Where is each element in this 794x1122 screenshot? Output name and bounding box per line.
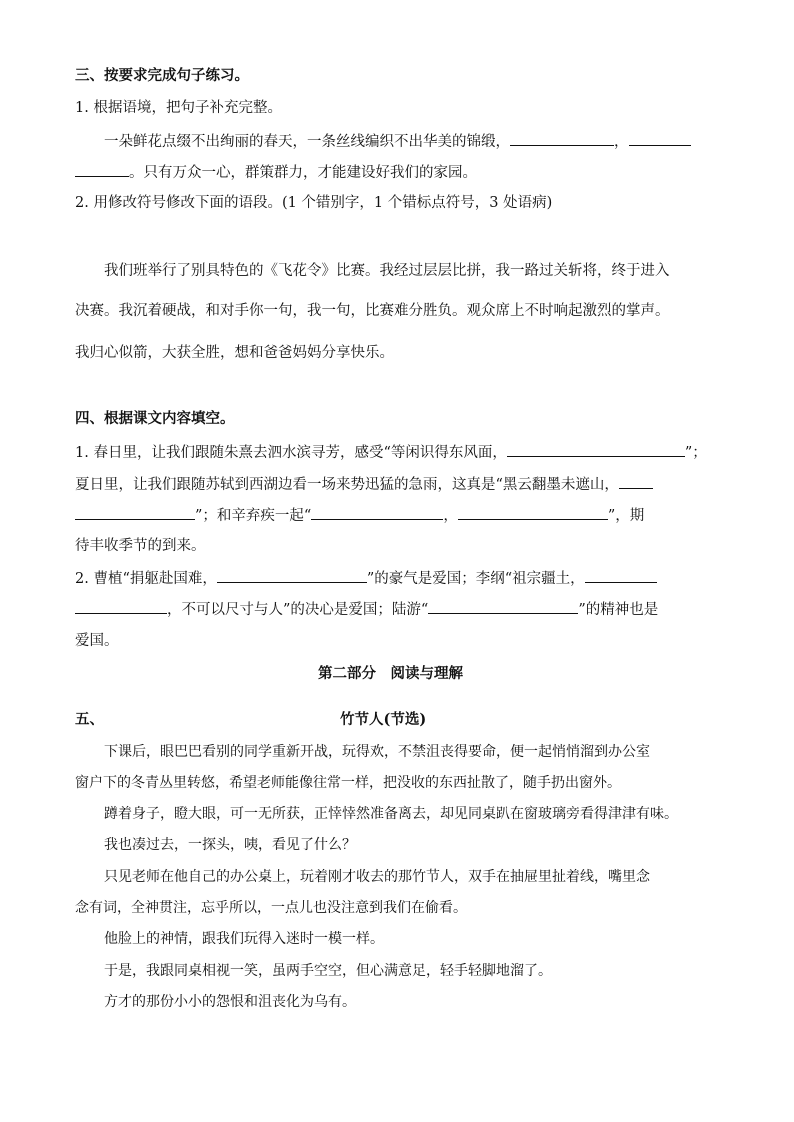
answer-blank[interactable] [507,442,685,457]
passage-line: 念有词，全神贯注，忘乎所以，一点儿也没注意到我们在偷看。 [75,900,467,916]
section5-number: 五、 [75,711,104,728]
passage-line: 窗户下的冬青丛里转悠，希望老师能像往常一样，把没收的东西扯散了，随手扔出窗外。 [75,775,621,791]
section4-q2-line2 [75,599,658,620]
q1-text-cont: 。只有万众一心，群策群力，才能建设好我们的家园。 [129,165,477,181]
answer-blank[interactable] [217,568,367,583]
answer-blank[interactable] [75,162,129,177]
answer-blank[interactable] [629,131,691,146]
answer-blank[interactable] [75,505,195,520]
passage-line: 蹲着身子，瞪大眼，可一无所获，正悻悻然准备离去，却见同桌趴在窗玻璃旁看得津津有味。 [104,806,678,822]
section4-q1-line3 [75,505,644,526]
passage-line: 只见老师在他自己的办公桌上，玩着刚才收去的那竹节人，双手在抽屉里扯着线，嘴里念 [104,869,650,885]
paragraph-line: 决赛。我沉着硬战，和对手你一句，我一句，比赛难分胜负。观众席上不时响起激烈的掌声。 [75,303,670,319]
answer-blank[interactable] [75,599,167,614]
q-text: 夏日里，让我们跟随苏轼到西湖边看一场来势迅猛的急雨，这真是“黑云翻墨未遮山， [75,477,619,493]
q1-text: 一朵鲜花点缀不出绚丽的春天，一条丝线编织不出华美的锦缎， [104,134,510,150]
passage-line: 方才的那份小小的怨恨和沮丧化为乌有。 [104,994,356,1010]
section3-q1-line1 [104,131,691,152]
answer-blank[interactable] [585,568,657,583]
answer-blank[interactable] [510,131,614,146]
q-text: 1. 春日里，让我们跟随朱熹去泗水滨寻芳，感受“等闲识得东风面， [75,445,507,461]
section4-q1-line1 [75,442,707,463]
paragraph-line: 我们班举行了别具特色的《飞花令》比赛。我经过层层比拼，我一路过关斩将，终于进入 [104,263,670,279]
answer-blank[interactable] [428,599,578,614]
q-text: ”的精神也是 [578,602,659,618]
q-text: ”，期 [607,508,645,524]
passage-title: 竹节人(节选) [340,711,427,728]
section4-q1-line2 [75,474,653,495]
paragraph-line: 我归心似箭，大获全胜，想和爸爸妈妈分享快乐。 [75,345,394,361]
q-text: ”的豪气是爱国；李纲“祖宗疆土， [366,571,585,587]
passage-line: 我也凑过去，一探头，咦，看见了什么？ [104,837,356,853]
answer-blank[interactable] [619,474,653,489]
section4-q1-line4: 待丰收季节的到来。 [75,538,206,554]
answer-blank[interactable] [311,505,443,520]
section4-q2-line1 [75,568,657,589]
q-text: ”； [684,445,707,461]
passage-line: 下课后，眼巴巴看别的同学重新开战，玩得欢，不禁沮丧得要命，便一起悄悄溜到办公室 [104,744,650,760]
q-text: 2. 曹植“捐躯赴国难， [75,571,217,587]
q-text: ”；和辛弃疾一起“ [195,508,312,524]
part-title: 第二部分 阅读与理解 [318,665,463,682]
section3-question1: 1. 根据语境，把句子补充完整。 [75,100,282,116]
section4-heading: 四、根据课文内容填空。 [75,410,235,427]
answer-blank[interactable] [458,505,608,520]
section4-q2-line3: 爱国。 [75,633,119,649]
passage-line: 于是，我跟同桌相视一笑，虽两手空空，但心满意足，轻手轻脚地溜了。 [104,963,552,979]
q-text: ，不可以尺寸与人”的决心是爱国；陆游“ [167,602,429,618]
section3-q1-line2 [75,162,477,183]
section3-heading: 三、按要求完成句子练习。 [75,67,249,84]
passage-line: 他脸上的神情，跟我们玩得入迷时一模一样。 [104,931,384,947]
q-text: ， [443,508,458,524]
q1-comma: ， [614,134,629,150]
section3-question2: 2. 用修改符号修改下面的语段。(1 个错别字，1 个错标点符号，3 处语病) [75,195,553,211]
